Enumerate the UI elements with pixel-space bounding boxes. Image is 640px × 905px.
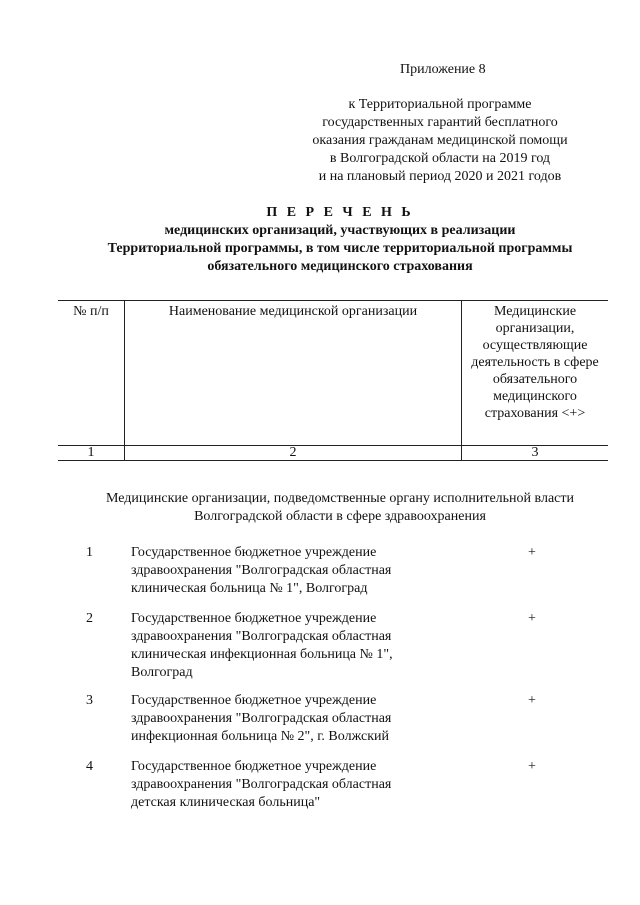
heading-line: медицинских организаций, участвующих в реализации	[164, 223, 516, 238]
item-name-line: Государственное бюджетное учреждение	[131, 693, 377, 708]
item-number: 3	[86, 693, 93, 708]
subtitle-line: к Территориальной программе	[348, 97, 532, 112]
header-num-3: 3	[462, 446, 609, 461]
item-name-line: здравоохранения "Волгоградская областная	[131, 711, 392, 726]
item-name-line: клиническая инфекционная больница № 1",	[131, 647, 393, 662]
heading-line: обязательного медицинского страхования	[207, 259, 473, 274]
header-numbers-row	[58, 446, 608, 461]
heading-line: Территориальной программы, в том числе территориальной программы	[107, 241, 573, 256]
item-name-line: Государственное бюджетное учреждение	[131, 545, 377, 560]
item-name-line: инфекционная больница № 2", г. Волжский	[131, 729, 389, 744]
oms-mark: +	[528, 759, 536, 774]
section-title	[60, 490, 620, 526]
header-num-1: 1	[58, 446, 125, 461]
subtitle-line: в Волгоградской области на 2019 год	[329, 151, 551, 166]
item-name	[131, 544, 458, 598]
subtitle-line: и на плановый период 2020 и 2021 годов	[318, 169, 562, 184]
header-row	[58, 301, 608, 446]
oms-mark: +	[528, 611, 536, 626]
section-title-line: Волгоградской области в сфере здравоохранения	[194, 509, 486, 524]
header-col-number: № п/п	[58, 301, 125, 446]
item-name-line: детская клиническая больница"	[131, 795, 321, 810]
item-name-line: клиническая больница № 1", Волгоград	[131, 581, 368, 596]
item-name-line: здравоохранения "Волгоградская областная	[131, 563, 392, 578]
subtitle-line: оказания гражданам медицинской помощи	[312, 133, 568, 148]
item-name-line: Волгоград	[131, 665, 193, 680]
item-number: 4	[86, 759, 93, 774]
section-title-line: Медицинские организации, подведомственные органу исполнительной власти	[105, 491, 574, 506]
item-name-line: Государственное бюджетное учреждение	[131, 759, 377, 774]
header-col-oms: Медицинские организации, осуществляющие деятельность в сфере обязательного медицинского страхования <+>	[462, 301, 609, 446]
item-name	[131, 758, 458, 812]
oms-mark: +	[528, 693, 536, 708]
heading-word: П Е Р Е Ч Е Н Ь	[266, 205, 414, 220]
document-subtitle	[290, 96, 590, 186]
item-name-line: здравоохранения "Волгоградская областная	[131, 777, 392, 792]
item-name	[131, 692, 458, 746]
oms-mark: +	[528, 545, 536, 560]
document-heading	[60, 204, 620, 276]
item-number: 1	[86, 545, 93, 560]
subtitle-line: государственных гарантий бесплатного	[322, 115, 558, 130]
item-number: 2	[86, 611, 93, 626]
item-name-line: здравоохранения "Волгоградская областная	[131, 629, 392, 644]
item-name-line: Государственное бюджетное учреждение	[131, 611, 377, 626]
appendix-label: Приложение 8	[400, 62, 486, 77]
header-num-2: 2	[125, 446, 462, 461]
item-name	[131, 610, 458, 682]
header-col-name: Наименование медицинской организации	[125, 301, 462, 446]
header-table	[58, 300, 608, 461]
